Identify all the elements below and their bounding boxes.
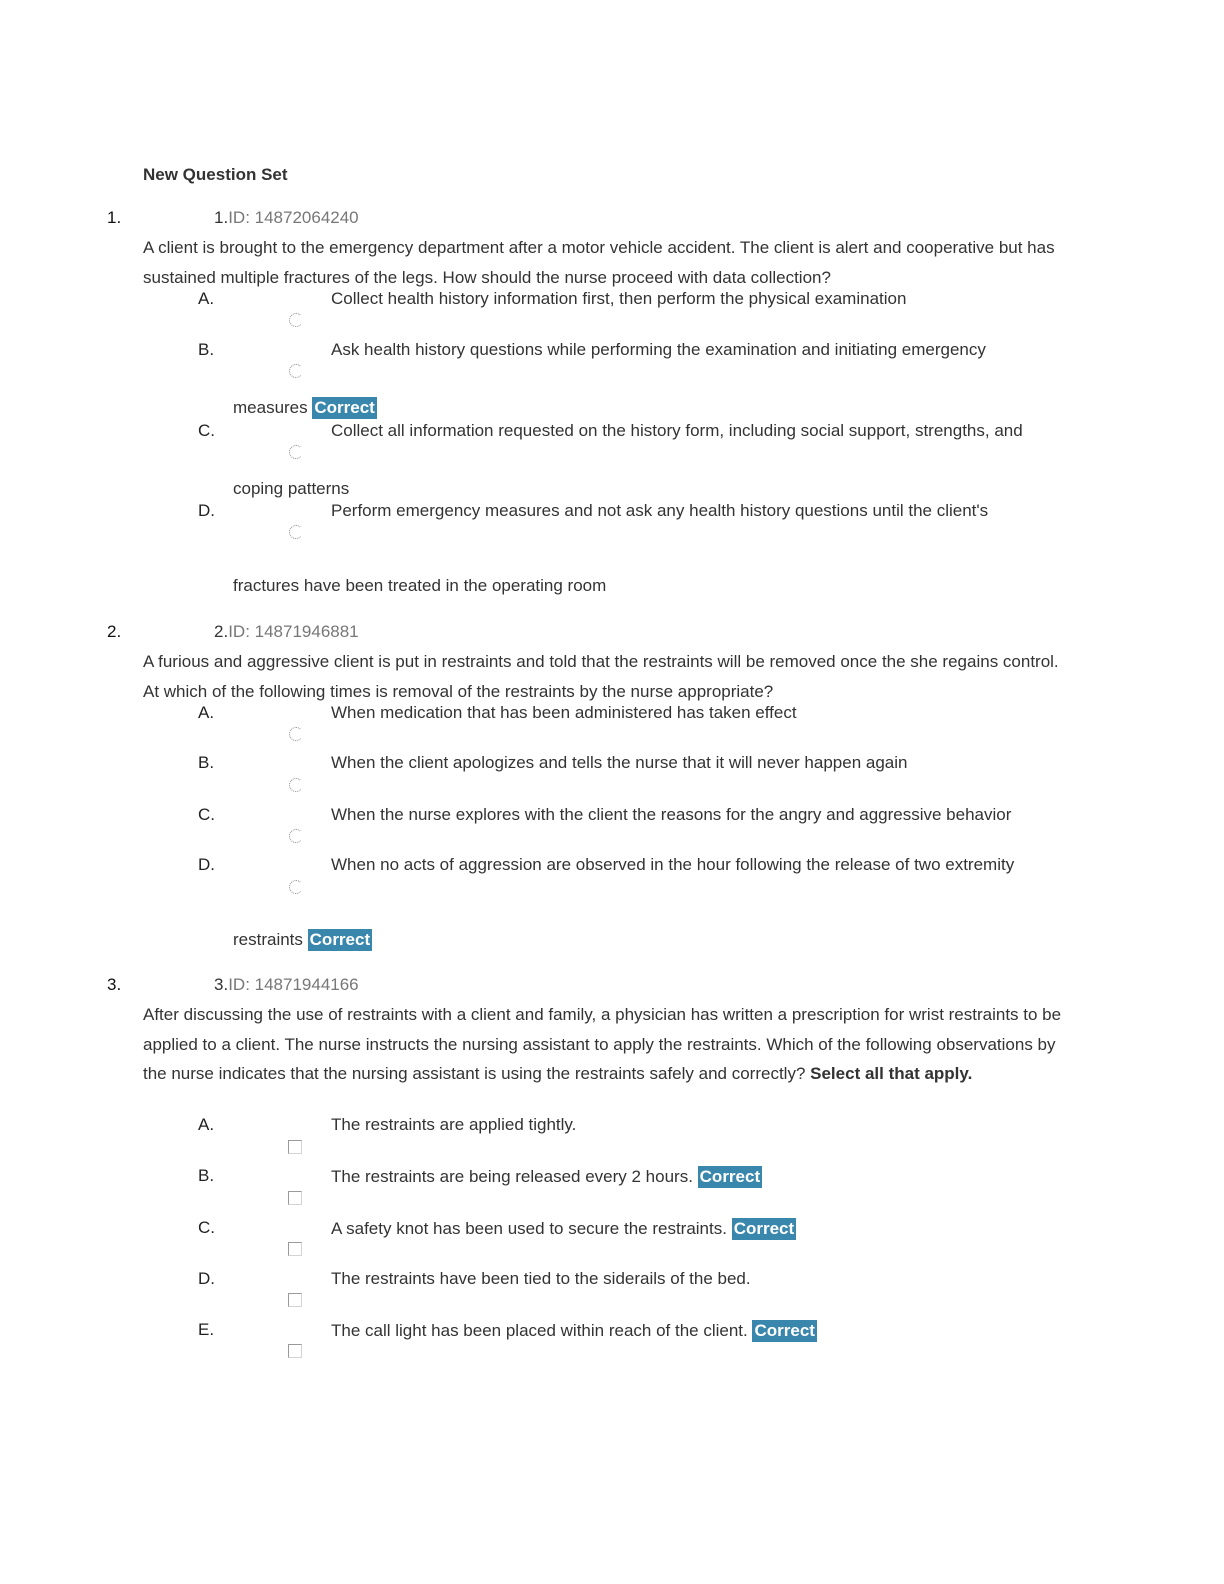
- question-instruction: Select all that apply.: [810, 1064, 973, 1084]
- option-letter: C.: [198, 805, 215, 824]
- option-text: The restraints have been tied to the siderails of the bed.: [331, 1269, 751, 1288]
- checkbox[interactable]: [288, 1344, 302, 1358]
- checkbox[interactable]: [288, 1191, 302, 1205]
- question-id: ID: 14871944166: [228, 975, 359, 994]
- option-text: When the nurse explores with the client the reasons for the angry and aggressive behavior: [331, 805, 1012, 824]
- option-text-wrap: coping patterns: [233, 479, 350, 498]
- option-text: The restraints are being released every 2 hours.: [331, 1167, 693, 1186]
- option-text: The restraints are applied tightly.: [331, 1115, 577, 1134]
- option-text: Ask health history questions while performing the examination and initiating emergency: [331, 340, 986, 359]
- checkbox[interactable]: [288, 1242, 302, 1256]
- option-text: A safety knot has been used to secure the restraints.: [331, 1219, 727, 1238]
- correct-badge: Correct: [733, 1219, 795, 1238]
- option-letter: D.: [198, 1269, 215, 1288]
- option-text: When the client apologizes and tells the nurse that it will never happen again: [331, 753, 908, 772]
- option-text-wrap: restraints: [233, 930, 303, 949]
- correct-badge: Correct: [309, 930, 371, 949]
- radio-button[interactable]: [289, 727, 303, 741]
- option-text-wrap: fractures have been treated in the operating room: [233, 576, 607, 595]
- correct-badge: Correct: [754, 1321, 815, 1340]
- option-letter: C.: [198, 421, 215, 440]
- option-text-continued: [233, 397, 377, 419]
- question-id: ID: 14871946881: [228, 622, 359, 641]
- radio-button[interactable]: [289, 313, 303, 327]
- question-id-prefix: 1.: [214, 208, 229, 227]
- option-text: When no acts of aggression are observed in the hour following the release of two extremity: [331, 855, 1015, 874]
- option-text-wrap: measures: [233, 398, 308, 417]
- option-letter: A.: [198, 289, 215, 308]
- option-text: Perform emergency measures and not ask any health history questions until the client's: [331, 501, 989, 520]
- question-stem: A furious and aggressive client is put in restraints and told that the restraints will be removed once the she regains control. At which of the following times is removal of the restraints by the nurse appropriate?: [143, 652, 1059, 701]
- correct-badge: Correct: [699, 1167, 761, 1186]
- option-text-line: [331, 1166, 762, 1188]
- question-id: ID: 14872064240: [228, 208, 359, 227]
- question-stem: [143, 1000, 1078, 1089]
- question-id-line: [214, 975, 359, 995]
- radio-button[interactable]: [289, 445, 303, 459]
- option-text: The call light has been placed within reach of the client.: [331, 1321, 748, 1340]
- question-number: 3.: [107, 975, 122, 994]
- radio-button[interactable]: [289, 525, 303, 539]
- option-text-continued: [233, 929, 372, 951]
- radio-button[interactable]: [289, 829, 303, 843]
- option-text-line: [331, 1218, 796, 1240]
- question-stem-text: After discussing the use of restraints with a client and family, a physician has written a prescription for wrist restraints to be applied to a client. The nurse instructs the nursing assistant to apply the restraints. Which of the following observations by the nurse indicates that the nursing assistant is using the restraints safely and correctly?: [143, 1005, 1062, 1084]
- option-text: Collect all information requested on the history form, including social support, strengths, and: [331, 421, 1023, 440]
- option-letter: E.: [198, 1320, 215, 1339]
- question-id-line: [214, 208, 359, 228]
- option-text: Collect health history information first, then perform the physical examination: [331, 289, 907, 308]
- radio-button[interactable]: [289, 778, 303, 792]
- correct-badge: Correct: [314, 398, 375, 417]
- option-letter: B.: [198, 1166, 215, 1185]
- option-letter: B.: [198, 753, 215, 772]
- question-number: 2.: [107, 622, 122, 641]
- checkbox[interactable]: [288, 1140, 302, 1154]
- question-id-prefix: 2.: [214, 622, 229, 641]
- question-number: 1.: [107, 208, 122, 227]
- option-letter: B.: [198, 340, 215, 359]
- option-letter: D.: [198, 501, 215, 520]
- radio-button[interactable]: [289, 880, 303, 894]
- question-id-line: [214, 622, 359, 642]
- option-letter: A.: [198, 703, 215, 722]
- checkbox[interactable]: [288, 1293, 302, 1307]
- set-title: New Question Set: [143, 165, 288, 184]
- question-stem: A client is brought to the emergency department after a motor vehicle accident. The client is alert and cooperative but has sustained multiple fractures of the legs. How should the nurse proceed with data collection?: [143, 238, 1055, 287]
- question-id-prefix: 3.: [214, 975, 229, 994]
- radio-button[interactable]: [289, 364, 303, 378]
- option-letter: D.: [198, 855, 215, 874]
- option-text: When medication that has been administered has taken effect: [331, 703, 797, 722]
- option-letter: C.: [198, 1218, 215, 1237]
- option-letter: A.: [198, 1115, 215, 1134]
- option-text-line: [331, 1320, 817, 1342]
